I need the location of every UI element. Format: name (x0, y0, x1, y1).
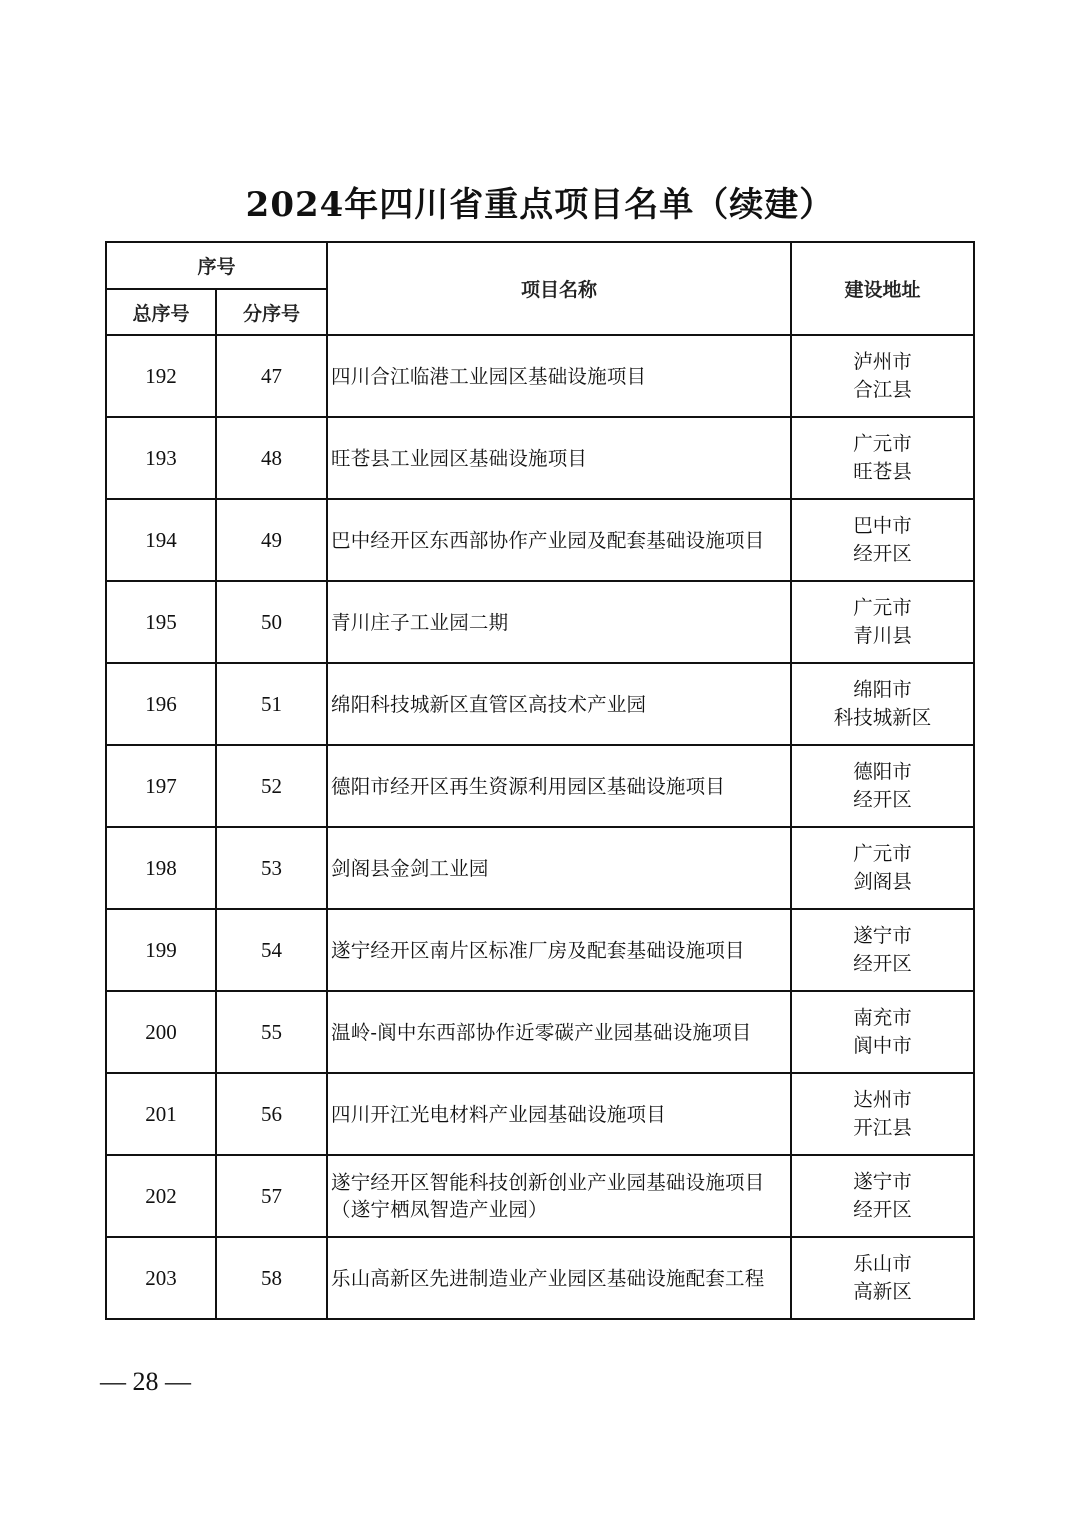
total-no-cell: 195 (106, 581, 216, 663)
location-cell (791, 745, 974, 827)
sub-no-cell: 56 (216, 1073, 327, 1155)
location-city: 达州市 (853, 1088, 912, 1111)
table-row (106, 335, 974, 417)
sub-no-cell: 47 (216, 335, 327, 417)
location-city: 绵阳市 (853, 678, 912, 701)
table-row (106, 499, 974, 581)
location-district: 青川县 (853, 624, 912, 647)
table-row (106, 417, 974, 499)
sub-no-cell: 50 (216, 581, 327, 663)
table-row (106, 991, 974, 1073)
location-district: 旺苍县 (853, 460, 912, 483)
table-row (106, 827, 974, 909)
table-row (106, 663, 974, 745)
location-city: 南充市 (853, 1006, 912, 1029)
total-no-cell: 203 (106, 1237, 216, 1319)
sub-no-cell: 48 (216, 417, 327, 499)
header-location: 建设地址 (791, 242, 974, 335)
project-name-cell: 四川合江临港工业园区基础设施项目 (327, 335, 791, 417)
sub-no-cell: 52 (216, 745, 327, 827)
location-district: 经开区 (853, 542, 912, 565)
sub-no-cell: 54 (216, 909, 327, 991)
table-row (106, 1073, 974, 1155)
project-name-cell: 旺苍县工业园区基础设施项目 (327, 417, 791, 499)
sub-no-cell: 53 (216, 827, 327, 909)
location-district: 剑阁县 (853, 870, 912, 893)
location-district: 开江县 (853, 1116, 912, 1139)
location-cell (791, 909, 974, 991)
project-name-cell: 巴中经开区东西部协作产业园及配套基础设施项目 (327, 499, 791, 581)
location-cell (791, 1073, 974, 1155)
location-city: 乐山市 (853, 1252, 912, 1275)
project-name-cell: 乐山高新区先进制造业产业园区基础设施配套工程 (327, 1237, 791, 1319)
total-no-cell: 192 (106, 335, 216, 417)
location-cell (791, 1155, 974, 1237)
location-cell (791, 1237, 974, 1319)
project-name-cell: 剑阁县金剑工业园 (327, 827, 791, 909)
total-no-cell: 197 (106, 745, 216, 827)
total-no-cell: 202 (106, 1155, 216, 1237)
location-cell (791, 499, 974, 581)
location-district: 经开区 (853, 952, 912, 975)
project-list-table (105, 241, 975, 1320)
header-sub-no: 分序号 (216, 289, 327, 335)
total-no-cell: 201 (106, 1073, 216, 1155)
header-total-no: 总序号 (106, 289, 216, 335)
sub-no-cell: 58 (216, 1237, 327, 1319)
table-row (106, 1155, 974, 1237)
location-district: 阆中市 (853, 1034, 912, 1057)
total-no-cell: 193 (106, 417, 216, 499)
location-cell (791, 335, 974, 417)
location-cell (791, 827, 974, 909)
sub-no-cell: 51 (216, 663, 327, 745)
project-name-cell: 四川开江光电材料产业园基础设施项目 (327, 1073, 791, 1155)
location-city: 泸州市 (853, 350, 912, 373)
table-row (106, 745, 974, 827)
location-city: 广元市 (853, 596, 912, 619)
location-district: 经开区 (853, 1198, 912, 1221)
table-row (106, 581, 974, 663)
location-cell (791, 991, 974, 1073)
location-cell (791, 663, 974, 745)
location-city: 遂宁市 (853, 924, 912, 947)
location-city: 德阳市 (853, 760, 912, 783)
total-no-cell: 199 (106, 909, 216, 991)
sub-no-cell: 49 (216, 499, 327, 581)
location-city: 广元市 (853, 432, 912, 455)
header-serial-group: 序号 (106, 242, 327, 289)
total-no-cell: 196 (106, 663, 216, 745)
location-cell (791, 417, 974, 499)
project-name-cell: 青川庄子工业园二期 (327, 581, 791, 663)
location-city: 巴中市 (853, 514, 912, 537)
project-name-cell: 德阳市经开区再生资源利用园区基础设施项目 (327, 745, 791, 827)
project-name-cell: 遂宁经开区南片区标准厂房及配套基础设施项目 (327, 909, 791, 991)
sub-no-cell: 55 (216, 991, 327, 1073)
location-city: 广元市 (853, 842, 912, 865)
header-project-name: 项目名称 (327, 242, 791, 335)
location-district: 合江县 (853, 378, 912, 401)
total-no-cell: 200 (106, 991, 216, 1073)
page-title: 2024年四川省重点项目名单（续建） (245, 185, 835, 225)
location-city: 遂宁市 (853, 1170, 912, 1193)
location-district: 科技城新区 (833, 706, 932, 729)
page-number: — 28 — (100, 1367, 191, 1396)
total-no-cell: 198 (106, 827, 216, 909)
table-row (106, 1237, 974, 1319)
location-cell (791, 581, 974, 663)
project-name-cell: 遂宁经开区智能科技创新创业产业园基础设施项目（遂宁栖凤智造产业园） (327, 1155, 791, 1237)
table-row (106, 909, 974, 991)
location-district: 高新区 (853, 1280, 912, 1303)
project-name-cell: 绵阳科技城新区直管区高技术产业园 (327, 663, 791, 745)
location-district: 经开区 (853, 788, 912, 811)
total-no-cell: 194 (106, 499, 216, 581)
sub-no-cell: 57 (216, 1155, 327, 1237)
project-name-cell: 温岭-阆中东西部协作近零碳产业园基础设施项目 (327, 991, 791, 1073)
